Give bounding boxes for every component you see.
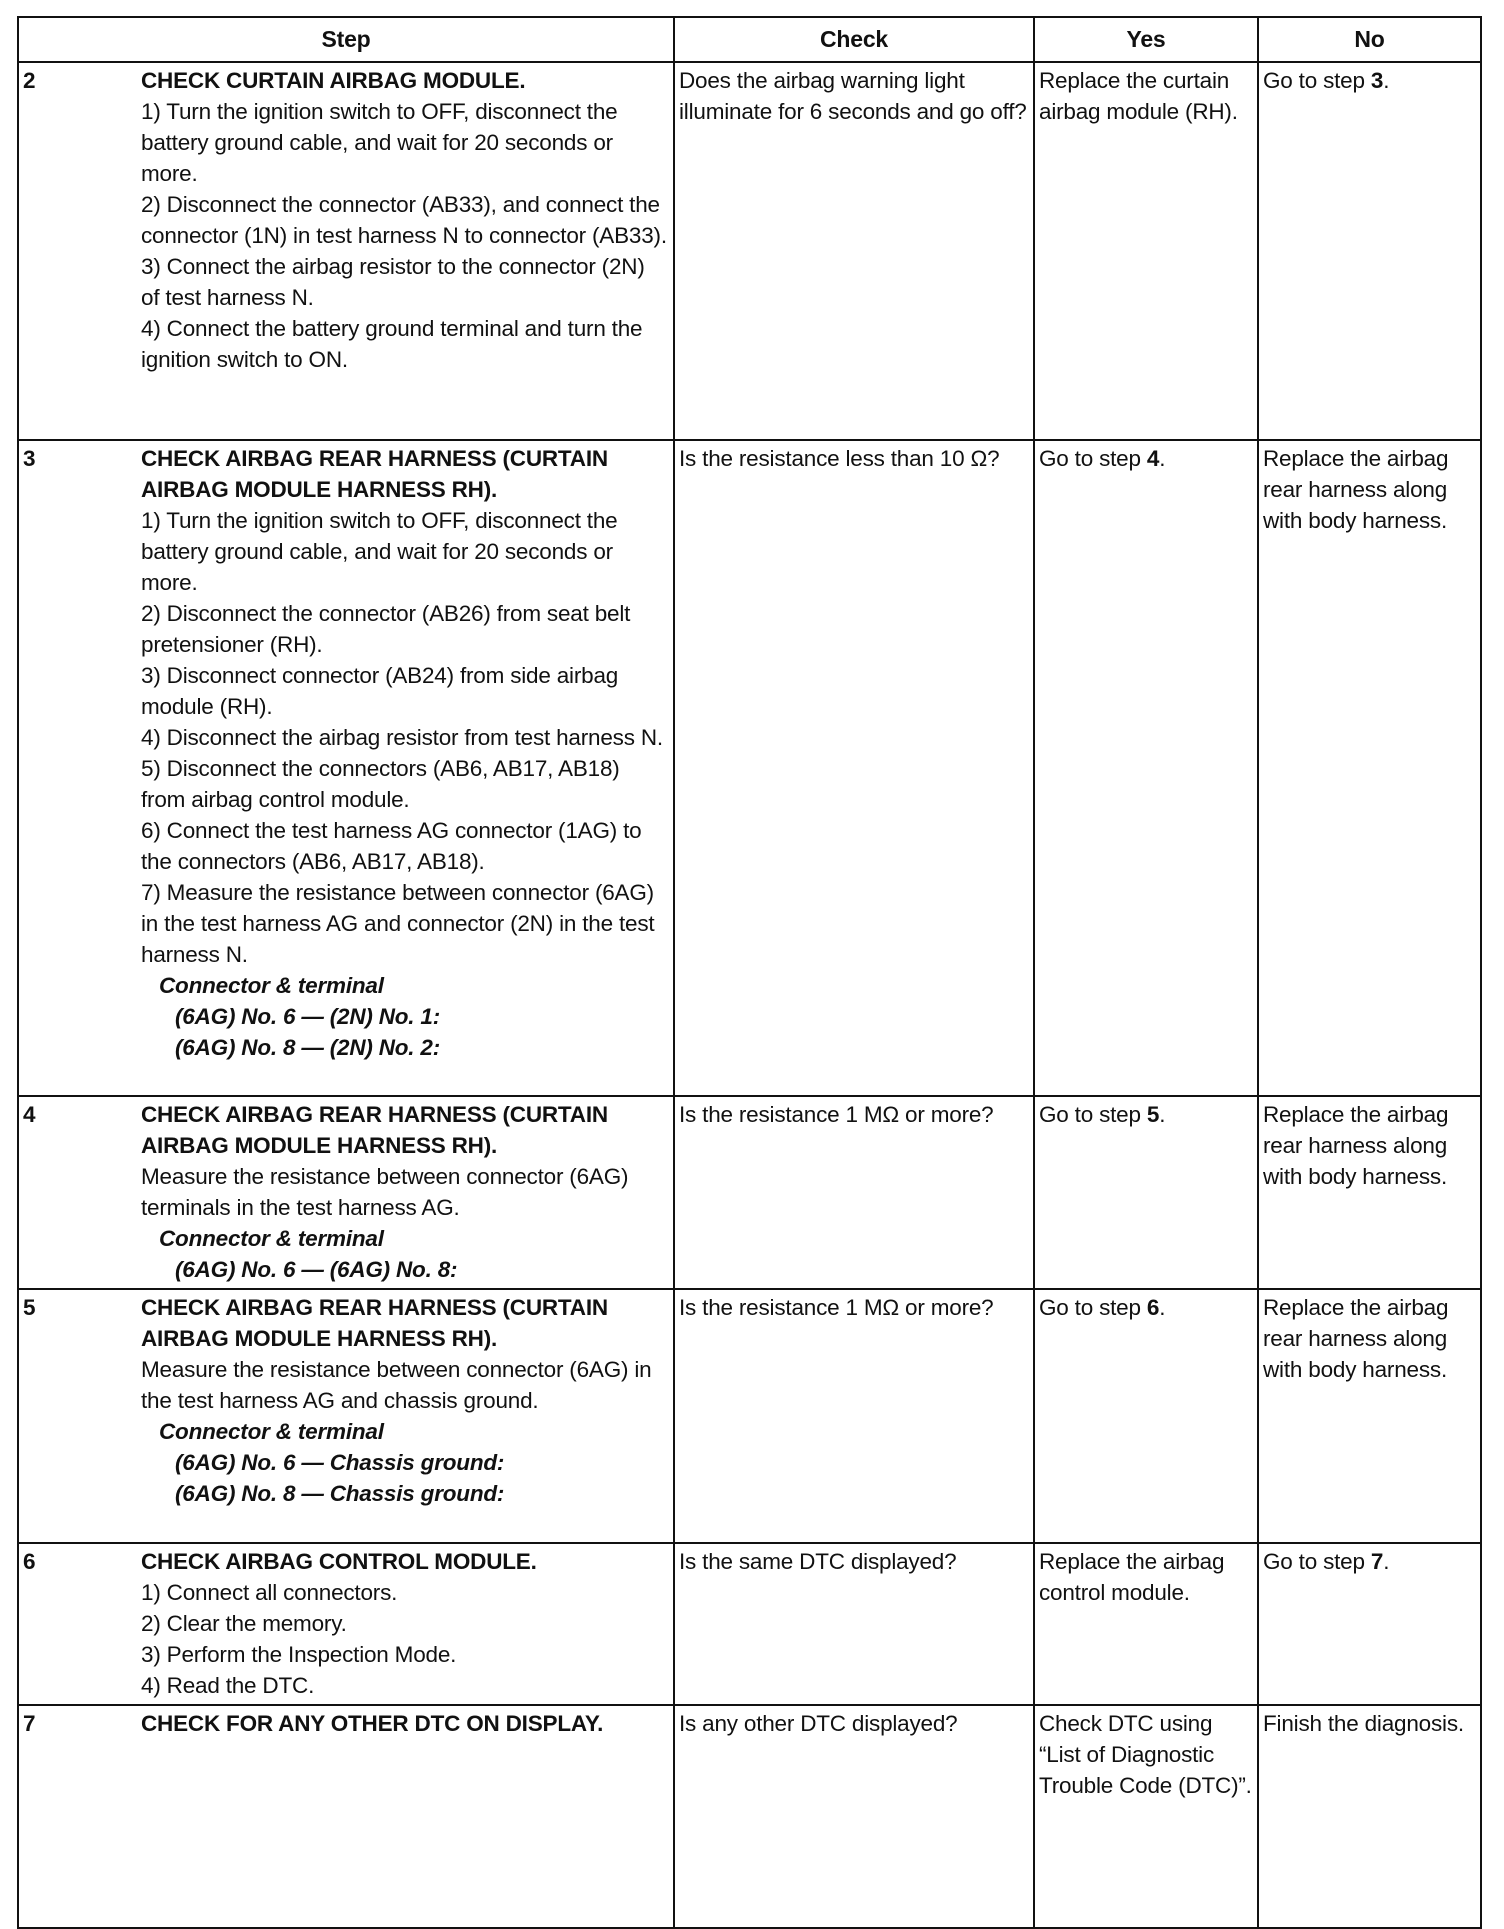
connector-terminal-label: Connector & terminal [159, 1419, 384, 1444]
step-title: CHECK AIRBAG REAR HARNESS (CURTAIN AIRBAG MODULE HARNESS RH). [141, 1295, 608, 1351]
check-question: Is the resistance 1 MΩ or more? [679, 1295, 994, 1320]
step-number: 5 [23, 1295, 36, 1320]
yes-action-text: Replace the airbag control module. [1039, 1549, 1225, 1605]
step-instruction: 2) Clear the memory. [141, 1611, 347, 1636]
step-number: 7 [23, 1711, 36, 1736]
check-cell [674, 62, 1034, 440]
table-row [18, 62, 1481, 440]
step-instruction: 2) Disconnect the connector (AB26) from seat belt pretensioner (RH). [141, 601, 631, 657]
table-header-row [18, 17, 1481, 62]
no-action-text: Replace the airbag rear harness along with body harness. [1263, 1102, 1449, 1189]
yes-action-text: Go to step [1039, 446, 1147, 471]
step-cell [18, 440, 674, 1096]
check-question: Is the same DTC displayed? [679, 1549, 957, 1574]
terminal-spec: (6AG) No. 8 — (2N) No. 2: [175, 1035, 441, 1060]
diagnostic-table [17, 16, 1482, 1929]
yes-cell [1034, 1543, 1258, 1705]
header-yes: Yes [1034, 17, 1258, 62]
yes-next-step-number: 4 [1146, 446, 1160, 471]
no-next-step-number: 7 [1370, 1549, 1384, 1574]
step-body [141, 65, 669, 375]
step-title: CHECK AIRBAG REAR HARNESS (CURTAIN AIRBAG MODULE HARNESS RH). [141, 1102, 608, 1158]
step-instruction: 7) Measure the resistance between connector (6AG) in the test harness AG and connector (2N) in the test harness N. [141, 880, 655, 967]
no-cell [1258, 1705, 1481, 1928]
no-period: . [1383, 1549, 1390, 1574]
step-instruction: 4) Connect the battery ground terminal and turn the ignition switch to ON. [141, 316, 643, 372]
step-body [141, 1708, 669, 1739]
step-body [141, 1099, 669, 1285]
step-instruction: 4) Read the DTC. [141, 1673, 315, 1698]
yes-period: . [1159, 446, 1166, 471]
step-cell [18, 1289, 674, 1543]
step-instruction: 6) Connect the test harness AG connector (1AG) to the connectors (AB6, AB17, AB18). [141, 818, 642, 874]
step-number: 4 [23, 1102, 36, 1127]
no-action-text: Go to step [1263, 1549, 1371, 1574]
step-cell [18, 1543, 674, 1705]
table-row [18, 440, 1481, 1096]
check-cell [674, 1543, 1034, 1705]
step-cell [18, 1705, 674, 1928]
step-instruction: Measure the resistance between connector (6AG) in the test harness AG and chassis ground. [141, 1357, 652, 1413]
no-next-step-number: 3 [1370, 68, 1384, 93]
header-check: Check [674, 17, 1034, 62]
terminal-spec: (6AG) No. 6 — (2N) No. 1: [175, 1004, 441, 1029]
connector-terminal-label: Connector & terminal [159, 973, 384, 998]
yes-next-step-number: 5 [1146, 1102, 1160, 1127]
yes-cell [1034, 62, 1258, 440]
no-cell [1258, 1543, 1481, 1705]
step-instruction: 1) Turn the ignition switch to OFF, disconnect the battery ground cable, and wait for 20 seconds or more. [141, 508, 618, 595]
no-cell [1258, 440, 1481, 1096]
table-row [18, 1543, 1481, 1705]
connector-terminal-label: Connector & terminal [159, 1226, 384, 1251]
yes-action-text: Replace the curtain airbag module (RH). [1039, 68, 1238, 124]
no-cell [1258, 1289, 1481, 1543]
yes-cell [1034, 1096, 1258, 1289]
step-body [141, 1546, 669, 1701]
step-instruction: 3) Disconnect connector (AB24) from side airbag module (RH). [141, 663, 619, 719]
check-cell [674, 1096, 1034, 1289]
step-number: 6 [23, 1549, 36, 1574]
yes-cell [1034, 440, 1258, 1096]
check-cell [674, 440, 1034, 1096]
step-number: 2 [23, 68, 36, 93]
yes-action-text: Go to step [1039, 1102, 1147, 1127]
step-instruction: 3) Perform the Inspection Mode. [141, 1642, 457, 1667]
check-cell [674, 1289, 1034, 1543]
check-question: Is the resistance 1 MΩ or more? [679, 1102, 994, 1127]
terminal-spec: (6AG) No. 6 — (6AG) No. 8: [175, 1257, 458, 1282]
step-instruction: 1) Connect all connectors. [141, 1580, 398, 1605]
step-cell [18, 62, 674, 440]
terminal-spec: (6AG) No. 6 — Chassis ground: [175, 1450, 505, 1475]
yes-cell [1034, 1705, 1258, 1928]
yes-action-text: Go to step [1039, 1295, 1147, 1320]
step-body [141, 443, 669, 1063]
table-row [18, 1289, 1481, 1543]
step-body [141, 1292, 669, 1509]
no-action-text: Finish the diagnosis. [1263, 1711, 1464, 1736]
step-title: CHECK AIRBAG REAR HARNESS (CURTAIN AIRBAG MODULE HARNESS RH). [141, 446, 608, 502]
check-question: Is any other DTC displayed? [679, 1711, 958, 1736]
step-cell [18, 1096, 674, 1289]
check-question: Does the airbag warning light illuminate for 6 seconds and go off? [679, 68, 1027, 124]
step-title: CHECK FOR ANY OTHER DTC ON DISPLAY. [141, 1711, 604, 1736]
no-cell [1258, 1096, 1481, 1289]
step-title: CHECK CURTAIN AIRBAG MODULE. [141, 68, 526, 93]
check-question: Is the resistance less than 10 Ω? [679, 446, 1000, 471]
step-instruction: Measure the resistance between connector (6AG) terminals in the test harness AG. [141, 1164, 629, 1220]
step-title: CHECK AIRBAG CONTROL MODULE. [141, 1549, 537, 1574]
yes-cell [1034, 1289, 1258, 1543]
step-instruction: 2) Disconnect the connector (AB33), and connect the connector (1N) in test harness N to connector (AB33). [141, 192, 667, 248]
header-step: Step [18, 17, 674, 62]
yes-action-text: Check DTC using “List of Diagnostic Trouble Code (DTC)”. [1039, 1711, 1252, 1798]
yes-next-step-number: 6 [1146, 1295, 1160, 1320]
yes-period: . [1159, 1295, 1166, 1320]
step-instruction: 4) Disconnect the airbag resistor from test harness N. [141, 725, 663, 750]
no-action-text: Replace the airbag rear harness along with body harness. [1263, 1295, 1449, 1382]
check-cell [674, 1705, 1034, 1928]
step-instruction: 3) Connect the airbag resistor to the connector (2N) of test harness N. [141, 254, 645, 310]
yes-period: . [1159, 1102, 1166, 1127]
step-instruction: 1) Turn the ignition switch to OFF, disconnect the battery ground cable, and wait for 20 seconds or more. [141, 99, 618, 186]
no-action-text: Go to step [1263, 68, 1371, 93]
terminal-spec: (6AG) No. 8 — Chassis ground: [175, 1481, 505, 1506]
no-cell [1258, 62, 1481, 440]
no-period: . [1383, 68, 1390, 93]
no-action-text: Replace the airbag rear harness along with body harness. [1263, 446, 1449, 533]
table-row [18, 1096, 1481, 1289]
table-body [18, 62, 1481, 1928]
table-row [18, 1705, 1481, 1928]
step-number: 3 [23, 446, 36, 471]
header-no: No [1258, 17, 1481, 62]
step-instruction: 5) Disconnect the connectors (AB6, AB17, AB18) from airbag control module. [141, 756, 620, 812]
